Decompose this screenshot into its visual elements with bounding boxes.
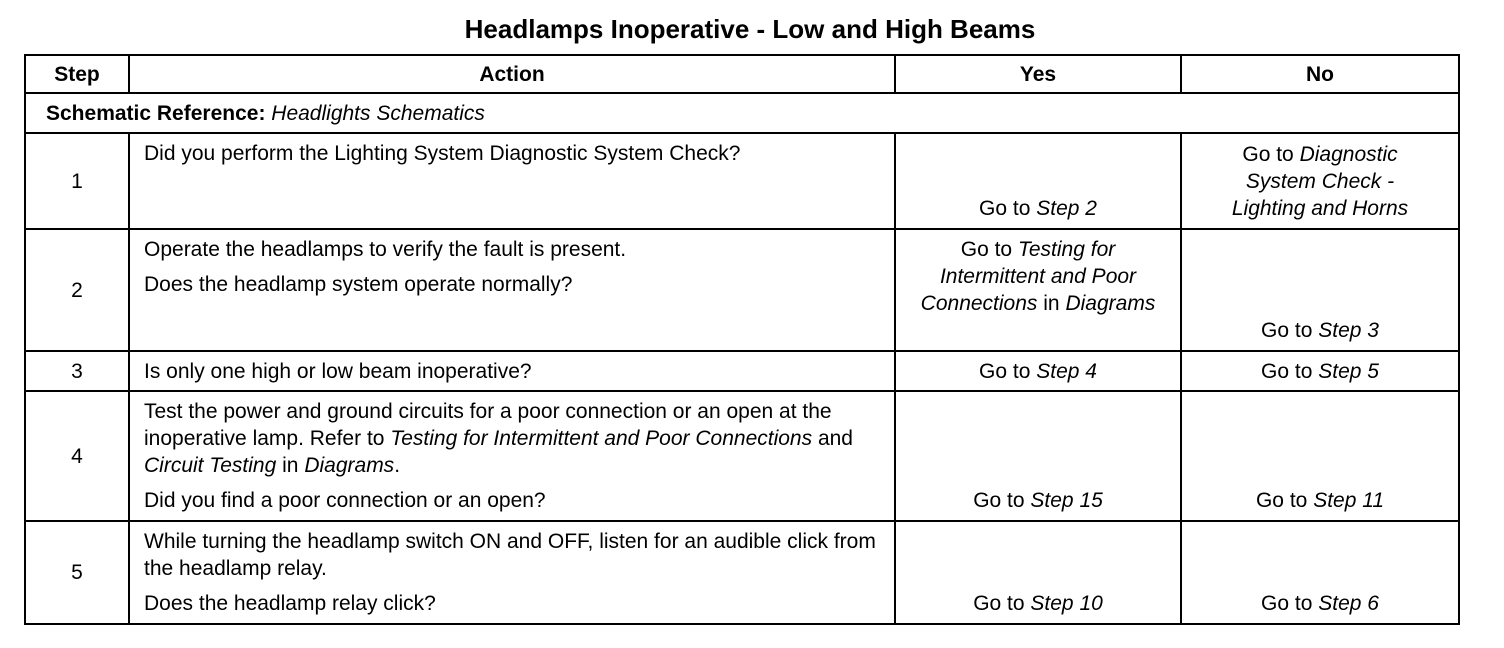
action-cell: [129, 229, 895, 351]
yes-link[interactable]: Step 15: [1030, 489, 1103, 512]
step-number: 2: [25, 229, 129, 351]
yes-cell: [895, 391, 1181, 521]
yes-link[interactable]: Step 2: [1036, 197, 1097, 220]
schematic-reference-label: Schematic Reference:: [46, 101, 266, 125]
in-text: in: [282, 454, 299, 477]
table-row: [25, 521, 1459, 624]
action-ref-testing[interactable]: Testing for Intermittent and Poor Connections: [390, 427, 813, 450]
action-ref-circuit-testing[interactable]: Circuit Testing: [144, 454, 277, 477]
action-intro: Test the power and ground circuits for a poor connection or an open at the inoperative lamp. Refer to: [144, 400, 832, 450]
go-to-text: Go to: [973, 592, 1025, 615]
no-cell: [1181, 521, 1459, 624]
action-question: Does the headlamp relay click?: [144, 592, 436, 615]
header-step: Step: [25, 55, 129, 93]
in-text: in: [1043, 292, 1060, 315]
table-row: [25, 351, 1459, 391]
schematic-reference: [25, 93, 1459, 133]
no-cell: [1181, 229, 1459, 351]
header-yes: Yes: [895, 55, 1181, 93]
action-cell: [129, 133, 895, 229]
step-number: 1: [25, 133, 129, 229]
diagnostic-table: [24, 54, 1460, 625]
go-to-text: Go to: [1242, 143, 1294, 166]
header-row: [25, 55, 1459, 93]
action-text: Test the power and ground circuits for a poor connection or an open at the inoperative lamp. Refer to Testing for Intermittent and Poor Connections and Circuit Testing in Diagrams.: [144, 400, 853, 477]
schematic-reference-link[interactable]: Headlights Schematics: [271, 101, 485, 125]
go-to-text: Go to: [1261, 592, 1313, 615]
go-to-text: Go to: [1255, 489, 1308, 512]
yes-link[interactable]: Testing for Intermittent and Poor Connections: [920, 238, 1137, 315]
go-to-text: Go to: [1261, 359, 1313, 383]
header-action: Action: [129, 55, 895, 93]
action-question: Does the headlamp system operate normally?: [144, 273, 573, 296]
yes-link[interactable]: Step 4: [1036, 359, 1097, 383]
action-text: Is only one high or low beam inoperative?: [144, 359, 532, 383]
step-number: 3: [25, 351, 129, 391]
yes-cell: [895, 351, 1181, 391]
yes-cell: [895, 229, 1181, 351]
no-link[interactable]: Diagnostic System Check - Lighting and Horns: [1231, 143, 1409, 220]
action-cell: [129, 351, 895, 391]
table-row: [25, 133, 1459, 229]
table-row: [25, 229, 1459, 351]
no-cell: [1181, 391, 1459, 521]
yes-cell: [895, 133, 1181, 229]
table-row: [25, 391, 1459, 521]
action-cell: [129, 521, 895, 624]
go-to-text: Go to: [1261, 319, 1313, 342]
action-text: Did you perform the Lighting System Diagnostic System Check?: [144, 142, 741, 165]
yes-link-diagrams[interactable]: Diagrams: [1065, 292, 1156, 315]
action-question: Did you find a poor connection or an open?: [144, 489, 546, 512]
page-title: Headlamps Inoperative - Low and High Beams: [464, 14, 1036, 44]
no-link[interactable]: Step 6: [1318, 592, 1379, 615]
no-link[interactable]: Step 3: [1318, 319, 1379, 342]
and-text: and: [817, 427, 853, 450]
no-link[interactable]: Step 5: [1318, 359, 1379, 383]
go-to-text: Go to: [973, 489, 1025, 512]
go-to-text: Go to: [979, 359, 1031, 383]
action-cell: [129, 391, 895, 521]
no-link[interactable]: Step 11: [1313, 489, 1385, 512]
step-number: 4: [25, 391, 129, 521]
action-ref-diagrams[interactable]: Diagrams: [304, 454, 395, 477]
step-number: 5: [25, 521, 129, 624]
action-text: Operate the headlamps to verify the fault is present.: [144, 238, 627, 261]
schematic-reference-row: [25, 93, 1459, 133]
go-to-text: Go to: [979, 197, 1031, 220]
go-to-text: Go to: [960, 238, 1013, 261]
yes-cell: [895, 521, 1181, 624]
header-no: No: [1181, 55, 1459, 93]
no-cell: [1181, 351, 1459, 391]
no-cell: [1181, 133, 1459, 229]
action-text: While turning the headlamp switch ON and OFF, listen for an audible click from the headlamp relay.: [144, 530, 876, 580]
yes-link[interactable]: Step 10: [1030, 592, 1103, 615]
